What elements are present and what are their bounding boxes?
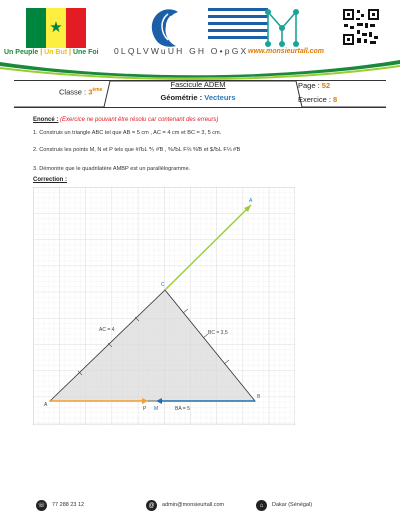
label-bc: BC = 3,5 — [208, 330, 228, 336]
senegal-flag — [26, 8, 86, 48]
header-scrambled-title: 0LQLVWuUH GH O•pGX — [114, 46, 249, 56]
exercise-number: Exercice : 8 — [298, 95, 338, 104]
geometry-figure — [33, 187, 295, 425]
label-ba: BA = 5 — [175, 406, 190, 412]
header-swoosh — [0, 58, 400, 80]
question-2: 2. Construis les points M, N et P tels que #ЉL ⅗ #Ɓ , %ЉL F⅔ %Ɓ et $ЉL F⅓ #Ɓ — [33, 147, 241, 153]
point-m-label: M — [154, 406, 159, 412]
footer-location: Dakar (Sénégal) — [272, 502, 313, 508]
correction-label: Correction : — [33, 177, 68, 183]
point-c-label: C — [161, 282, 165, 288]
statement-header: Enoncé : (Exercice ne pouvant être résolu car contenant des erreurs) — [33, 117, 219, 123]
ministry-banner-lines — [208, 8, 268, 46]
sheet-subject: Géométrie : Vecteurs — [160, 93, 236, 102]
point-a-prime-label: A — [249, 198, 253, 204]
question-1: 1. Construis un triangle ABC tel que AB = 5 cm , AC = 4 cm et BC = 3, 5 cm. — [33, 130, 222, 136]
class-level: Classe : 3ème — [59, 87, 103, 97]
house-icon: ⌂ — [256, 500, 267, 511]
point-b-label: B — [257, 394, 261, 400]
label-ac: AC = 4 — [99, 327, 115, 333]
ministry-logo — [142, 6, 206, 50]
phone-icon: ☏ — [36, 500, 47, 511]
email-icon: @ — [146, 500, 157, 511]
page-number: Page : 52 — [298, 81, 331, 90]
star-icon: ★ — [49, 19, 63, 37]
qr-code-icon — [342, 8, 380, 46]
national-motto: Un Peuple | Un But | Une Foi — [4, 49, 99, 56]
sheet-title-banner — [103, 80, 293, 106]
point-p-label: P — [143, 406, 147, 412]
sheet-title: Fascicule ADEM — [170, 80, 226, 89]
footer-email[interactable]: admin@monsieurtall.com — [162, 502, 225, 508]
monsieurtall-logo — [262, 6, 302, 50]
website-link[interactable]: www.monsieurtall.com — [248, 48, 324, 55]
question-3: 3. Démontre que le quadrilatère AMBP est un parallélogramme. — [33, 166, 191, 172]
footer-phone: 77 288 23 12 — [52, 502, 85, 508]
point-a-label: A — [44, 402, 48, 408]
